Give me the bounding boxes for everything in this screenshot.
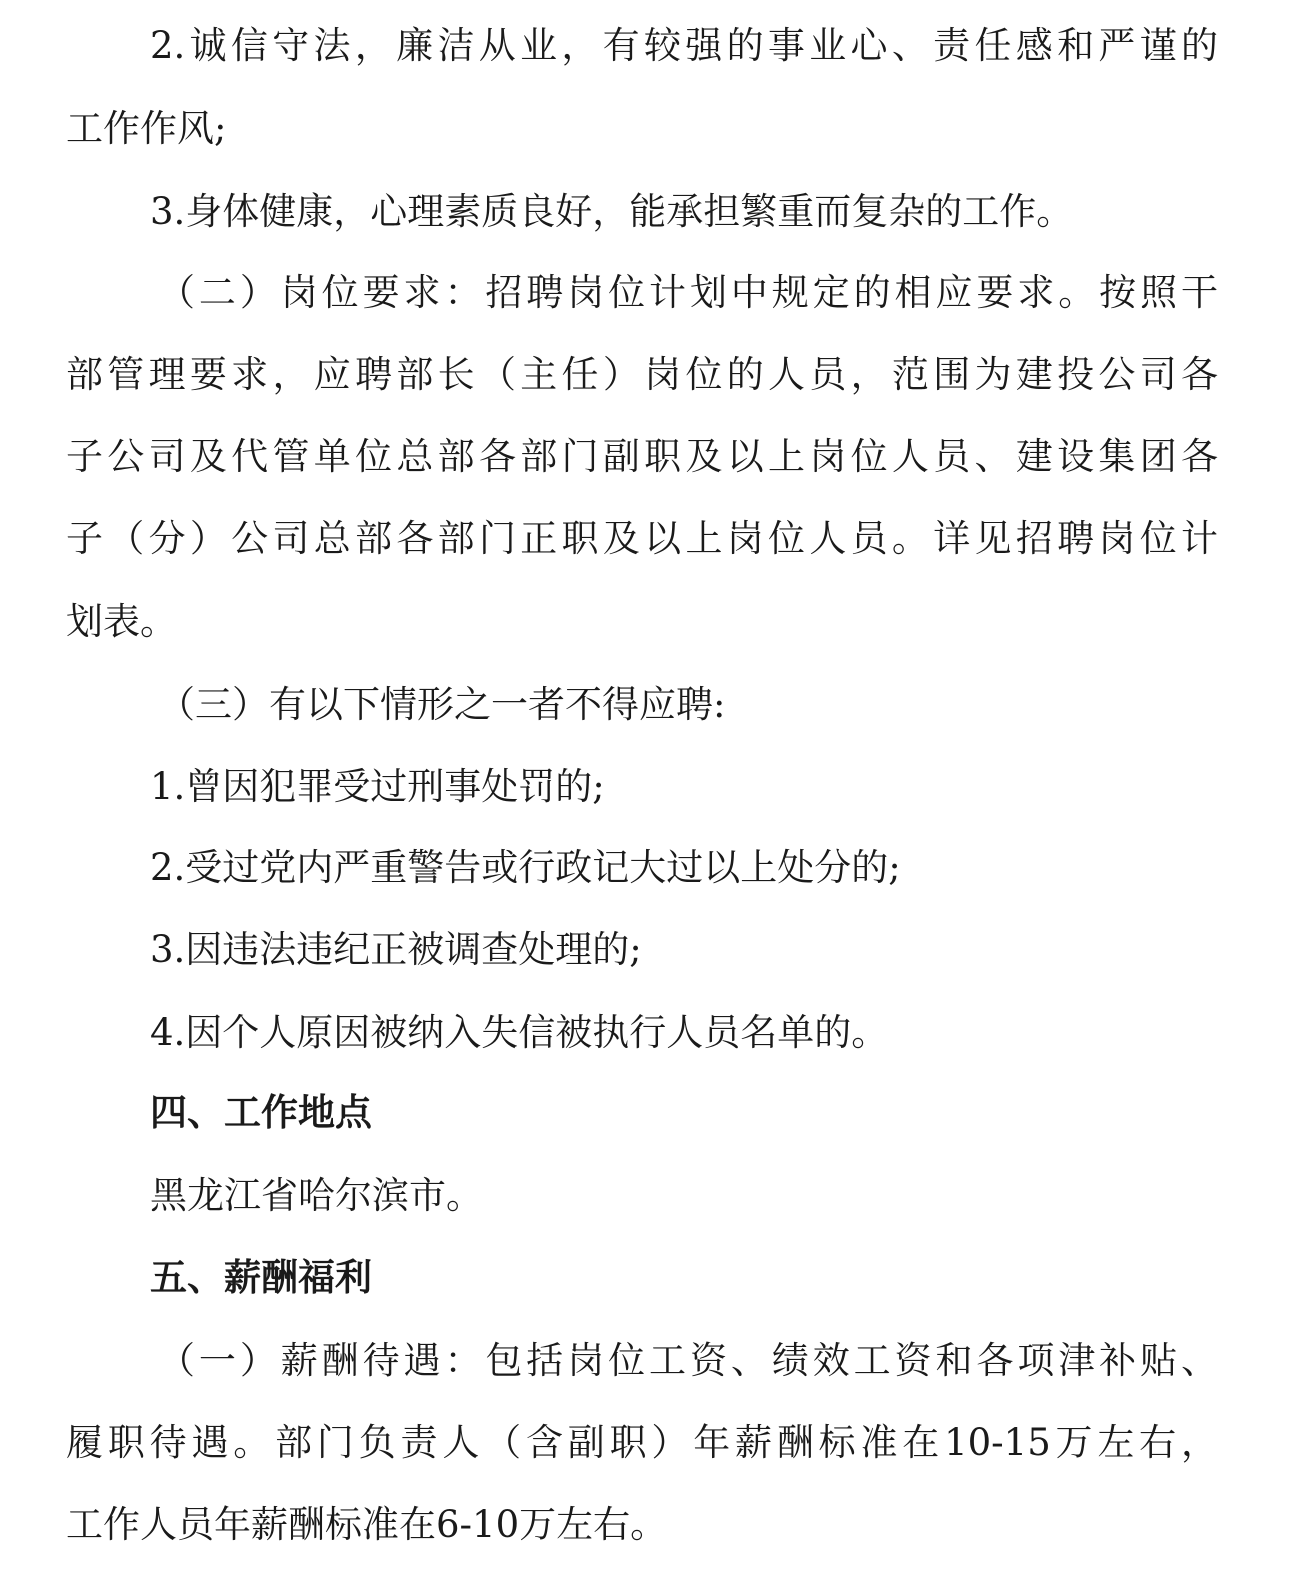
- text-line-party-discipline: 2.受过党内严重警告或行政记大过以上处分的;: [150, 846, 901, 889]
- text-line-position-requirements: （二）岗位要求：招聘岗位计划中规定的相应要求。按照干: [158, 271, 1218, 314]
- text-line-manager-salary: 履职待遇。部门负责人（含副职）年薪酬标准在10-15万左右，: [66, 1421, 1218, 1464]
- text-line-integrity: 2.诚信守法，廉洁从业，有较强的事业心、责任感和严谨的: [150, 24, 1218, 67]
- text-line-work-style: 工作作风;: [66, 107, 227, 150]
- text-line-management-requirements: 部管理要求，应聘部长（主任）岗位的人员，范围为建投公司各: [66, 353, 1218, 396]
- text-line-dishonest-list: 4.因个人原因被纳入失信被执行人员名单的。: [150, 1011, 889, 1054]
- text-line-disqualification-heading: （三）有以下情形之一者不得应聘:: [158, 683, 726, 726]
- text-line-staff-salary: 工作人员年薪酬标准在6-10万左右。: [66, 1503, 668, 1546]
- section-heading-salary-benefits: 五、薪酬福利: [150, 1256, 372, 1299]
- text-line-health: 3.身体健康，心理素质良好，能承担繁重而复杂的工作。: [150, 190, 1074, 233]
- text-line-salary-treatment: （一）薪酬待遇：包括岗位工资、绩效工资和各项津补贴、: [158, 1339, 1218, 1382]
- text-line-location: 黑龙江省哈尔滨市。: [150, 1174, 483, 1217]
- text-line-plan-table: 划表。: [66, 600, 177, 643]
- text-line-criminal-record: 1.曾因犯罪受过刑事处罚的;: [150, 765, 605, 808]
- text-line-subsidiaries: 子公司及代管单位总部各部门副职及以上岗位人员、建设集团各: [66, 435, 1218, 478]
- section-heading-work-location: 四、工作地点: [150, 1091, 372, 1134]
- text-line-under-investigation: 3.因违法违纪正被调查处理的;: [150, 928, 642, 971]
- text-line-branch-companies: 子（分）公司总部各部门正职及以上岗位人员。详见招聘岗位计: [66, 517, 1218, 560]
